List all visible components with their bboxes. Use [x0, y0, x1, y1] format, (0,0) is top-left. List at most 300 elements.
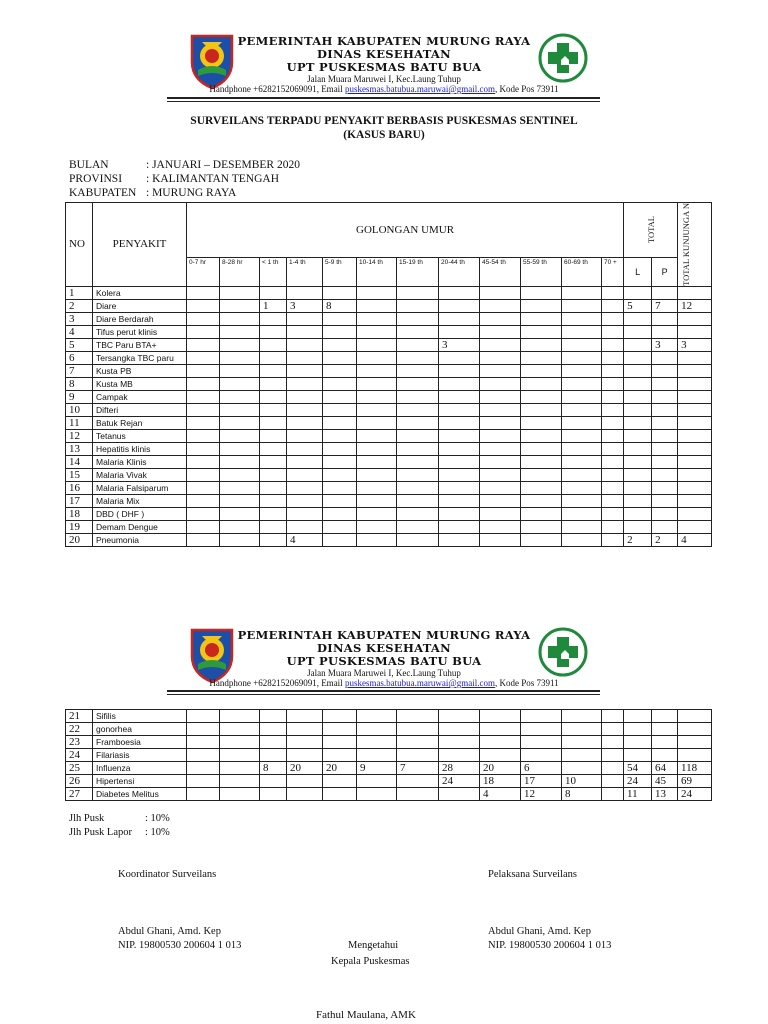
table-row — [66, 455, 712, 468]
case-count-cell — [260, 338, 287, 351]
case-count-cell — [323, 364, 357, 377]
case-count-cell — [439, 788, 480, 801]
case-count-cell — [439, 403, 480, 416]
case-count-cell — [521, 507, 562, 520]
case-count-cell — [439, 736, 480, 749]
header-age: 70 + — [602, 257, 624, 286]
case-count-cell — [439, 377, 480, 390]
table-row — [66, 762, 712, 775]
letterhead-rule — [167, 97, 600, 99]
header-penyakit: PENYAKIT — [93, 203, 187, 287]
case-count-cell — [287, 416, 323, 429]
header-age: < 1 th — [260, 257, 287, 286]
case-count-cell — [602, 299, 624, 312]
case-count-cell: 17 — [521, 775, 562, 788]
case-count-cell — [652, 377, 678, 390]
case-count-cell — [652, 364, 678, 377]
case-count-cell — [521, 377, 562, 390]
case-count-cell — [260, 364, 287, 377]
table-row — [66, 416, 712, 429]
report-meta — [69, 158, 300, 200]
case-count-cell — [480, 416, 521, 429]
case-count-cell — [480, 533, 521, 546]
case-count-cell — [624, 520, 652, 533]
case-count-cell — [187, 520, 220, 533]
case-count-cell — [480, 494, 521, 507]
case-count-cell — [260, 429, 287, 442]
case-count-cell — [678, 312, 712, 325]
case-count-cell — [260, 481, 287, 494]
case-count-cell — [397, 455, 439, 468]
case-count-cell — [602, 468, 624, 481]
case-count-cell — [397, 494, 439, 507]
case-count-cell — [187, 455, 220, 468]
table-row — [66, 494, 712, 507]
case-count-cell — [652, 429, 678, 442]
case-count-cell: 45 — [652, 775, 678, 788]
row-number: 14 — [66, 455, 93, 468]
header-age: 20-44 th — [439, 257, 480, 286]
case-count-cell — [602, 390, 624, 403]
row-number: 3 — [66, 312, 93, 325]
case-count-cell — [323, 507, 357, 520]
case-count-cell — [260, 442, 287, 455]
case-count-cell — [260, 710, 287, 723]
case-count-cell — [187, 286, 220, 299]
row-number: 1 — [66, 286, 93, 299]
case-count-cell — [357, 416, 397, 429]
case-count-cell — [678, 507, 712, 520]
case-count-cell — [357, 442, 397, 455]
case-count-cell — [187, 416, 220, 429]
case-count-cell — [357, 403, 397, 416]
case-count-cell — [357, 429, 397, 442]
case-count-cell — [652, 736, 678, 749]
case-count-cell — [220, 325, 260, 338]
letterhead-contact — [0, 678, 768, 688]
case-count-cell — [439, 710, 480, 723]
case-count-cell — [602, 749, 624, 762]
row-number: 22 — [66, 723, 93, 736]
letterhead-department: DINAS KESEHATAN — [317, 641, 451, 655]
meta-row-kabupaten: KABUPATEN : MURUNG RAYA — [69, 187, 237, 199]
report-subtitle: (KASUS BARU) — [343, 129, 425, 141]
case-count-cell — [187, 351, 220, 364]
case-count-cell — [187, 377, 220, 390]
case-count-cell — [323, 788, 357, 801]
case-count-cell: 118 — [678, 762, 712, 775]
case-count-cell — [397, 710, 439, 723]
case-count-cell — [220, 312, 260, 325]
row-number: 7 — [66, 364, 93, 377]
case-count-cell — [397, 312, 439, 325]
case-count-cell — [562, 481, 602, 494]
case-count-cell — [397, 533, 439, 546]
case-count-cell — [624, 723, 652, 736]
case-count-cell — [439, 299, 480, 312]
case-count-cell — [220, 338, 260, 351]
disease-name: Difteri — [93, 403, 187, 416]
case-count-cell — [260, 723, 287, 736]
case-count-cell — [287, 788, 323, 801]
case-count-cell — [521, 736, 562, 749]
case-count-cell — [323, 775, 357, 788]
header-age: 60-69 th — [562, 257, 602, 286]
case-count-cell — [480, 442, 521, 455]
case-count-cell: 20 — [480, 762, 521, 775]
email-link[interactable]: puskesmas.batubua.maruwai@gmail.com — [344, 678, 495, 688]
disease-name: gonorhea — [93, 723, 187, 736]
row-number: 13 — [66, 442, 93, 455]
case-count-cell — [187, 788, 220, 801]
case-count-cell — [323, 377, 357, 390]
case-count-cell — [678, 710, 712, 723]
case-count-cell — [521, 403, 562, 416]
case-count-cell — [602, 775, 624, 788]
case-count-cell — [187, 468, 220, 481]
meta-row-provinsi: PROVINSI : KALIMANTAN TENGAH — [69, 173, 280, 185]
table-row — [66, 520, 712, 533]
case-count-cell — [439, 481, 480, 494]
case-count-cell — [652, 286, 678, 299]
case-count-cell — [480, 507, 521, 520]
disease-name: Filariasis — [93, 749, 187, 762]
case-count-cell — [652, 520, 678, 533]
case-count-cell — [357, 507, 397, 520]
case-count-cell — [220, 468, 260, 481]
header-age: 10-14 th — [357, 257, 397, 286]
letterhead-clinic: UPT PUSKESMAS BATU BUA — [286, 60, 482, 74]
case-count-cell — [287, 377, 323, 390]
case-count-cell — [187, 429, 220, 442]
case-count-cell — [480, 299, 521, 312]
table-row — [66, 481, 712, 494]
case-count-cell — [602, 377, 624, 390]
table-row — [66, 325, 712, 338]
acknowledge-label: Mengetahui — [348, 940, 399, 951]
table-row — [66, 403, 712, 416]
case-count-cell — [357, 749, 397, 762]
case-count-cell — [397, 377, 439, 390]
case-count-cell — [652, 455, 678, 468]
case-count-cell — [624, 351, 652, 364]
case-count-cell — [480, 377, 521, 390]
disease-name: Malaria Klinis — [93, 455, 187, 468]
case-count-cell — [260, 533, 287, 546]
contact-prefix: Handphone +6282152069091, Email — [209, 678, 345, 688]
case-count-cell — [397, 749, 439, 762]
case-count-cell — [624, 312, 652, 325]
row-number: 6 — [66, 351, 93, 364]
case-count-cell — [624, 403, 652, 416]
case-count-cell — [397, 299, 439, 312]
case-count-cell — [397, 364, 439, 377]
header-age: 1-4 th — [287, 257, 323, 286]
case-count-cell — [562, 286, 602, 299]
case-count-cell — [562, 710, 602, 723]
table-row — [66, 507, 712, 520]
case-count-cell — [323, 338, 357, 351]
case-count-cell — [287, 520, 323, 533]
case-count-cell: 4 — [287, 533, 323, 546]
disease-name: Batuk Rejan — [93, 416, 187, 429]
case-count-cell — [624, 507, 652, 520]
case-count-cell — [602, 403, 624, 416]
case-count-cell — [624, 377, 652, 390]
case-count-cell — [357, 455, 397, 468]
case-count-cell — [439, 723, 480, 736]
case-count-cell — [220, 481, 260, 494]
header-total-kunjungan: TOTAL KUNJUNGA N — [678, 203, 712, 287]
case-count-cell — [562, 416, 602, 429]
case-count-cell — [397, 390, 439, 403]
row-number: 12 — [66, 429, 93, 442]
case-count-cell — [357, 723, 397, 736]
case-count-cell — [624, 442, 652, 455]
case-count-cell — [624, 286, 652, 299]
case-count-cell — [678, 723, 712, 736]
case-count-cell — [287, 723, 323, 736]
case-count-cell — [287, 749, 323, 762]
green-cross-health-logo — [537, 32, 589, 84]
case-count-cell — [397, 429, 439, 442]
case-count-cell — [521, 481, 562, 494]
case-count-cell — [439, 494, 480, 507]
case-count-cell — [287, 775, 323, 788]
case-count-cell — [652, 351, 678, 364]
case-count-cell — [562, 442, 602, 455]
case-count-cell — [439, 533, 480, 546]
disease-name: Hipertensi — [93, 775, 187, 788]
case-count-cell — [480, 429, 521, 442]
case-count-cell — [678, 403, 712, 416]
row-number: 20 — [66, 533, 93, 546]
disease-name: Kusta MB — [93, 377, 187, 390]
case-count-cell — [287, 468, 323, 481]
case-count-cell — [220, 429, 260, 442]
table-row — [66, 788, 712, 801]
row-number: 16 — [66, 481, 93, 494]
header-age: 55-59 th — [521, 257, 562, 286]
head-title: Kepala Puskesmas — [331, 956, 410, 967]
case-count-cell — [439, 442, 480, 455]
case-count-cell — [624, 481, 652, 494]
case-count-cell — [562, 762, 602, 775]
letterhead-government: PEMERINTAH KABUPATEN MURUNG RAYA — [237, 34, 531, 48]
table-row — [66, 723, 712, 736]
case-count-cell — [397, 723, 439, 736]
case-count-cell — [624, 455, 652, 468]
case-count-cell — [187, 390, 220, 403]
case-count-cell — [624, 710, 652, 723]
disease-name: Framboesia — [93, 736, 187, 749]
case-count-cell — [220, 416, 260, 429]
case-count-cell — [602, 429, 624, 442]
executor-name: Abdul Ghani, Amd. Kep — [488, 926, 591, 937]
case-count-cell — [187, 749, 220, 762]
case-count-cell — [521, 299, 562, 312]
case-count-cell: 4 — [678, 533, 712, 546]
case-count-cell: 2 — [624, 533, 652, 546]
case-count-cell: 24 — [439, 775, 480, 788]
case-count-cell — [562, 377, 602, 390]
case-count-cell — [357, 710, 397, 723]
case-count-cell — [602, 520, 624, 533]
case-count-cell — [480, 364, 521, 377]
case-count-cell — [187, 533, 220, 546]
case-count-cell — [323, 533, 357, 546]
report-title: SURVEILANS TERPADU PENYAKIT BERBASIS PUSKESMAS SENTINEL — [190, 115, 578, 127]
case-count-cell — [287, 736, 323, 749]
header-golongan-umur: GOLONGAN UMUR — [187, 203, 624, 258]
case-count-cell — [678, 325, 712, 338]
case-count-cell — [624, 749, 652, 762]
disease-name: Tersangka TBC paru — [93, 351, 187, 364]
case-count-cell — [287, 312, 323, 325]
case-count-cell — [480, 723, 521, 736]
surveillance-table-page1 — [65, 202, 712, 547]
case-count-cell — [521, 325, 562, 338]
header-no: NO — [66, 203, 93, 287]
case-count-cell — [260, 390, 287, 403]
case-count-cell — [323, 403, 357, 416]
case-count-cell — [624, 338, 652, 351]
case-count-cell — [220, 455, 260, 468]
case-count-cell — [323, 736, 357, 749]
green-cross-health-logo — [537, 626, 589, 678]
case-count-cell — [357, 377, 397, 390]
case-count-cell: 8 — [323, 299, 357, 312]
case-count-cell — [260, 520, 287, 533]
table-row — [66, 710, 712, 723]
case-count-cell — [480, 312, 521, 325]
disease-name: Demam Dengue — [93, 520, 187, 533]
case-count-cell — [187, 325, 220, 338]
row-number: 23 — [66, 736, 93, 749]
case-count-cell — [357, 338, 397, 351]
case-count-cell — [323, 416, 357, 429]
case-count-cell — [678, 429, 712, 442]
case-count-cell — [562, 723, 602, 736]
case-count-cell — [220, 749, 260, 762]
letterhead-department: DINAS KESEHATAN — [317, 47, 451, 61]
contact-suffix: , Kode Pos 73911 — [494, 84, 559, 94]
case-count-cell: 3 — [652, 338, 678, 351]
case-count-cell — [562, 390, 602, 403]
case-count-cell — [602, 338, 624, 351]
case-count-cell — [521, 710, 562, 723]
case-count-cell — [220, 351, 260, 364]
case-count-cell — [624, 416, 652, 429]
case-count-cell — [480, 286, 521, 299]
row-number: 19 — [66, 520, 93, 533]
case-count-cell — [287, 507, 323, 520]
case-count-cell — [260, 312, 287, 325]
case-count-cell — [220, 736, 260, 749]
letterhead-address: Jalan Muara Maruwei I, Kec.Laung Tuhup — [307, 74, 461, 84]
header-age: 45-54 th — [480, 257, 521, 286]
case-count-cell — [260, 788, 287, 801]
case-count-cell — [602, 455, 624, 468]
case-count-cell — [357, 533, 397, 546]
disease-name: Malaria Mix — [93, 494, 187, 507]
case-count-cell: 20 — [323, 762, 357, 775]
case-count-cell — [260, 507, 287, 520]
case-count-cell — [678, 736, 712, 749]
table-row — [66, 312, 712, 325]
row-number: 17 — [66, 494, 93, 507]
case-count-cell — [439, 364, 480, 377]
case-count-cell — [287, 481, 323, 494]
case-count-cell — [260, 736, 287, 749]
meta-row-bulan: BULAN : JANUARI – DESEMBER 2020 — [69, 159, 300, 171]
case-count-cell — [260, 455, 287, 468]
surveillance-table-page2 — [65, 709, 712, 801]
case-count-cell — [439, 351, 480, 364]
case-count-cell — [439, 325, 480, 338]
case-count-cell — [602, 788, 624, 801]
case-count-cell — [439, 390, 480, 403]
case-count-cell — [187, 723, 220, 736]
case-count-cell — [397, 442, 439, 455]
row-number: 4 — [66, 325, 93, 338]
case-count-cell: 6 — [521, 762, 562, 775]
case-count-cell — [323, 481, 357, 494]
case-count-cell — [602, 762, 624, 775]
header-p: P — [652, 257, 678, 286]
case-count-cell — [323, 710, 357, 723]
head-name: Fathul Maulana, AMK — [316, 1009, 416, 1021]
case-count-cell — [624, 429, 652, 442]
email-link[interactable]: puskesmas.batubua.maruwai@gmail.com — [344, 84, 495, 94]
case-count-cell — [652, 390, 678, 403]
case-count-cell — [678, 468, 712, 481]
case-count-cell: 28 — [439, 762, 480, 775]
case-count-cell — [287, 710, 323, 723]
case-count-cell: 20 — [287, 762, 323, 775]
case-count-cell: 18 — [480, 775, 521, 788]
case-count-cell — [521, 723, 562, 736]
case-count-cell — [678, 749, 712, 762]
case-count-cell — [439, 416, 480, 429]
case-count-cell — [652, 468, 678, 481]
case-count-cell — [187, 775, 220, 788]
case-count-cell — [562, 455, 602, 468]
letterhead-clinic: UPT PUSKESMAS BATU BUA — [286, 654, 482, 668]
case-count-cell — [287, 338, 323, 351]
case-count-cell — [480, 736, 521, 749]
disease-name: Malaria Vivak — [93, 468, 187, 481]
case-count-cell — [521, 338, 562, 351]
case-count-cell — [357, 494, 397, 507]
case-count-cell — [602, 710, 624, 723]
case-count-cell: 24 — [624, 775, 652, 788]
letterhead-government: PEMERINTAH KABUPATEN MURUNG RAYA — [237, 628, 531, 642]
case-count-cell — [624, 325, 652, 338]
case-count-cell — [439, 749, 480, 762]
coordinator-nip: NIP. 19800530 200604 1 013 — [118, 940, 242, 951]
case-count-cell — [357, 468, 397, 481]
disease-name: Sifilis — [93, 710, 187, 723]
case-count-cell — [480, 468, 521, 481]
case-count-cell — [602, 494, 624, 507]
case-count-cell — [562, 338, 602, 351]
case-count-cell — [521, 494, 562, 507]
table-row — [66, 299, 712, 312]
case-count-cell — [624, 364, 652, 377]
case-count-cell — [480, 520, 521, 533]
case-count-cell — [323, 390, 357, 403]
